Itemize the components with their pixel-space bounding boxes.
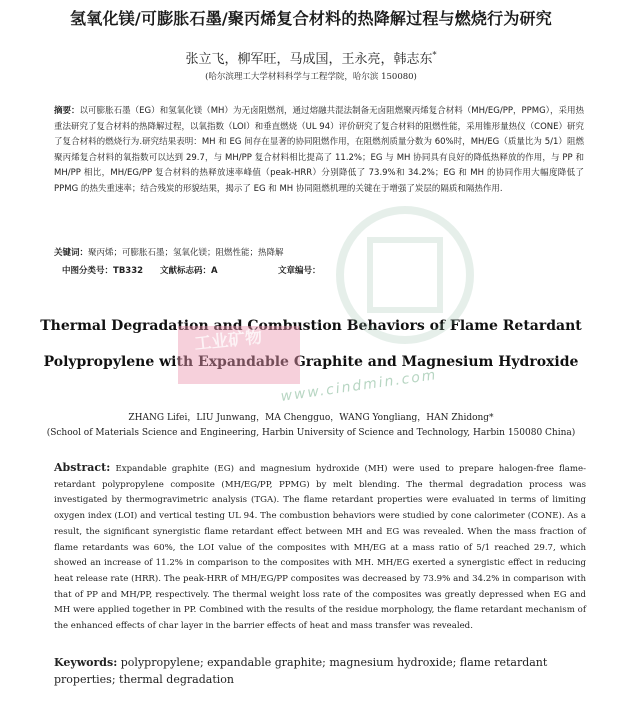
english-keywords-text: polypropylene; expandable graphite; magnesium hydroxide; flame retardant properties; thermal degradation <box>54 656 548 686</box>
chinese-author-names: 张立飞，柳军旺，马成国，王永亮，韩志东 <box>185 52 433 67</box>
watermark-url: www.cindmin.com <box>279 367 439 405</box>
chinese-keywords <box>54 246 584 258</box>
chinese-abstract-text: 以可膨胀石墨（EG）和氢氧化镁（MH）为无卤阻燃剂，通过熔融共混法制备无卤阻燃聚丙烯复合材料（MH/EG/PP，PPMG），采用热重法研究了复合材料的热降解过程，以氧指数（LOI）和垂直燃烧（UL 94）评价研究了复合材料的阻燃性能，采用锥形量热仪（CONE）研究了复合材料的燃烧行为.研究结果表明：MH 和 EG 间存在显著的协同阻燃作用，在阻燃剂质量分数为 60%时，MH/EG（质量比为 5/1）阻燃聚丙烯复合材料的氧指数可以达到 29.7，与 MH/PP 复合材料相比提高了 11.2%；EG 与 MH 协同具有良好的降低热释放的作用，与 PP 和 MH/PP 相比，MH/EG/PP 复合材料的热释放速率峰值（peak-HRR）分别降低了 73.9%和 34.2%；EG 和 MH 的协同作用大幅度降低了 PPMG 的热失重速率；结合残炭的形貌结果，揭示了 EG 和 MH 协同阻燃机理的关键在于增强了炭层的隔质和隔热作用. <box>54 106 584 194</box>
english-affiliation: (School of Materials Science and Engineering, Harbin University of Science and Technology, Harbin 150080 China) <box>46 428 576 438</box>
english-abstract-label: Abstract: <box>54 461 111 474</box>
chinese-abstract <box>54 104 584 198</box>
english-title-line-1: Thermal Degradation and Combustion Behaviors of Flame Retardant <box>40 318 582 334</box>
english-title-line-2: Polypropylene with Expandable Graphite and Magnesium Hydroxide <box>43 354 579 370</box>
chinese-affiliation: (哈尔滨理工大学材料科学与工程学院，哈尔滨 150080) <box>205 72 417 82</box>
corresponding-author-mark: * <box>432 50 437 60</box>
chinese-keywords-label: 关键词： <box>54 248 89 258</box>
chinese-authors <box>0 48 622 67</box>
document-code-label: 文献标志码： <box>160 266 212 276</box>
chinese-keywords-text: 聚丙烯；可膨胀石墨；氢氧化镁；阻燃性能；热降解 <box>88 248 284 258</box>
english-abstract <box>54 460 586 635</box>
watermark-logo-icon <box>330 200 480 350</box>
english-keywords <box>54 654 586 688</box>
classification-label: 中图分类号： <box>62 266 114 276</box>
english-keywords-label: Keywords: <box>54 656 118 669</box>
classification-value: TB332 <box>113 266 144 276</box>
classification-line <box>62 264 582 276</box>
english-abstract-text: Expandable graphite (EG) and magnesium hydroxide (MH) were used to prepare halogen-free flame-retardant polypropylene composite (MH/EG/PP, PPMG) by melt blending. The thermal degradation process was investigated by thermogravimetric analysis (TGA). The flame retardant properties were evaluated in terms of limiting oxygen index (LOI) and vertical testing UL 94. The combustion behaviors were studied by cone calorimeter (CONE). As a result, the significant synergistic flame retardant effect between MH and EG was revealed. When the mass fraction of flame retardants was 60%, the LOI value of the composites with MH/EG at a mass ratio of 5/1 reached 29.7, which showed an increase of 11.2% in comparison to the composites with MH. MH/EG exerted a synergistic effect in reducing heat release rate (HRR). The peak-HRR of MH/EG/PP composites was decreased by 73.9% and 34.2% in comparison with that of PP and MH/PP, respectively. The thermal weight loss rate of the composites was greatly depressed when EG and MH were applied together in PP. Combined with the results of the residue morphology, the flame retardant mechanism of the enhanced effects of char layer in the barrier effects of heat and mass transfer was revealed. <box>54 464 587 632</box>
watermark-text: 工业矿物 <box>193 327 264 355</box>
english-title <box>0 308 622 380</box>
document-code <box>160 264 218 276</box>
document-code-value: A <box>211 266 218 276</box>
chinese-title: 氢氧化镁/可膨胀石墨/聚丙烯复合材料的热降解过程与燃烧行为研究 <box>70 9 552 28</box>
chinese-abstract-label: 摘要： <box>54 106 80 116</box>
article-number-label: 文章编号： <box>278 266 321 276</box>
english-authors: ZHANG Lifei，LIU Junwang，MA Chengguo，WANG Yongliang，HAN Zhidong* <box>128 413 494 423</box>
